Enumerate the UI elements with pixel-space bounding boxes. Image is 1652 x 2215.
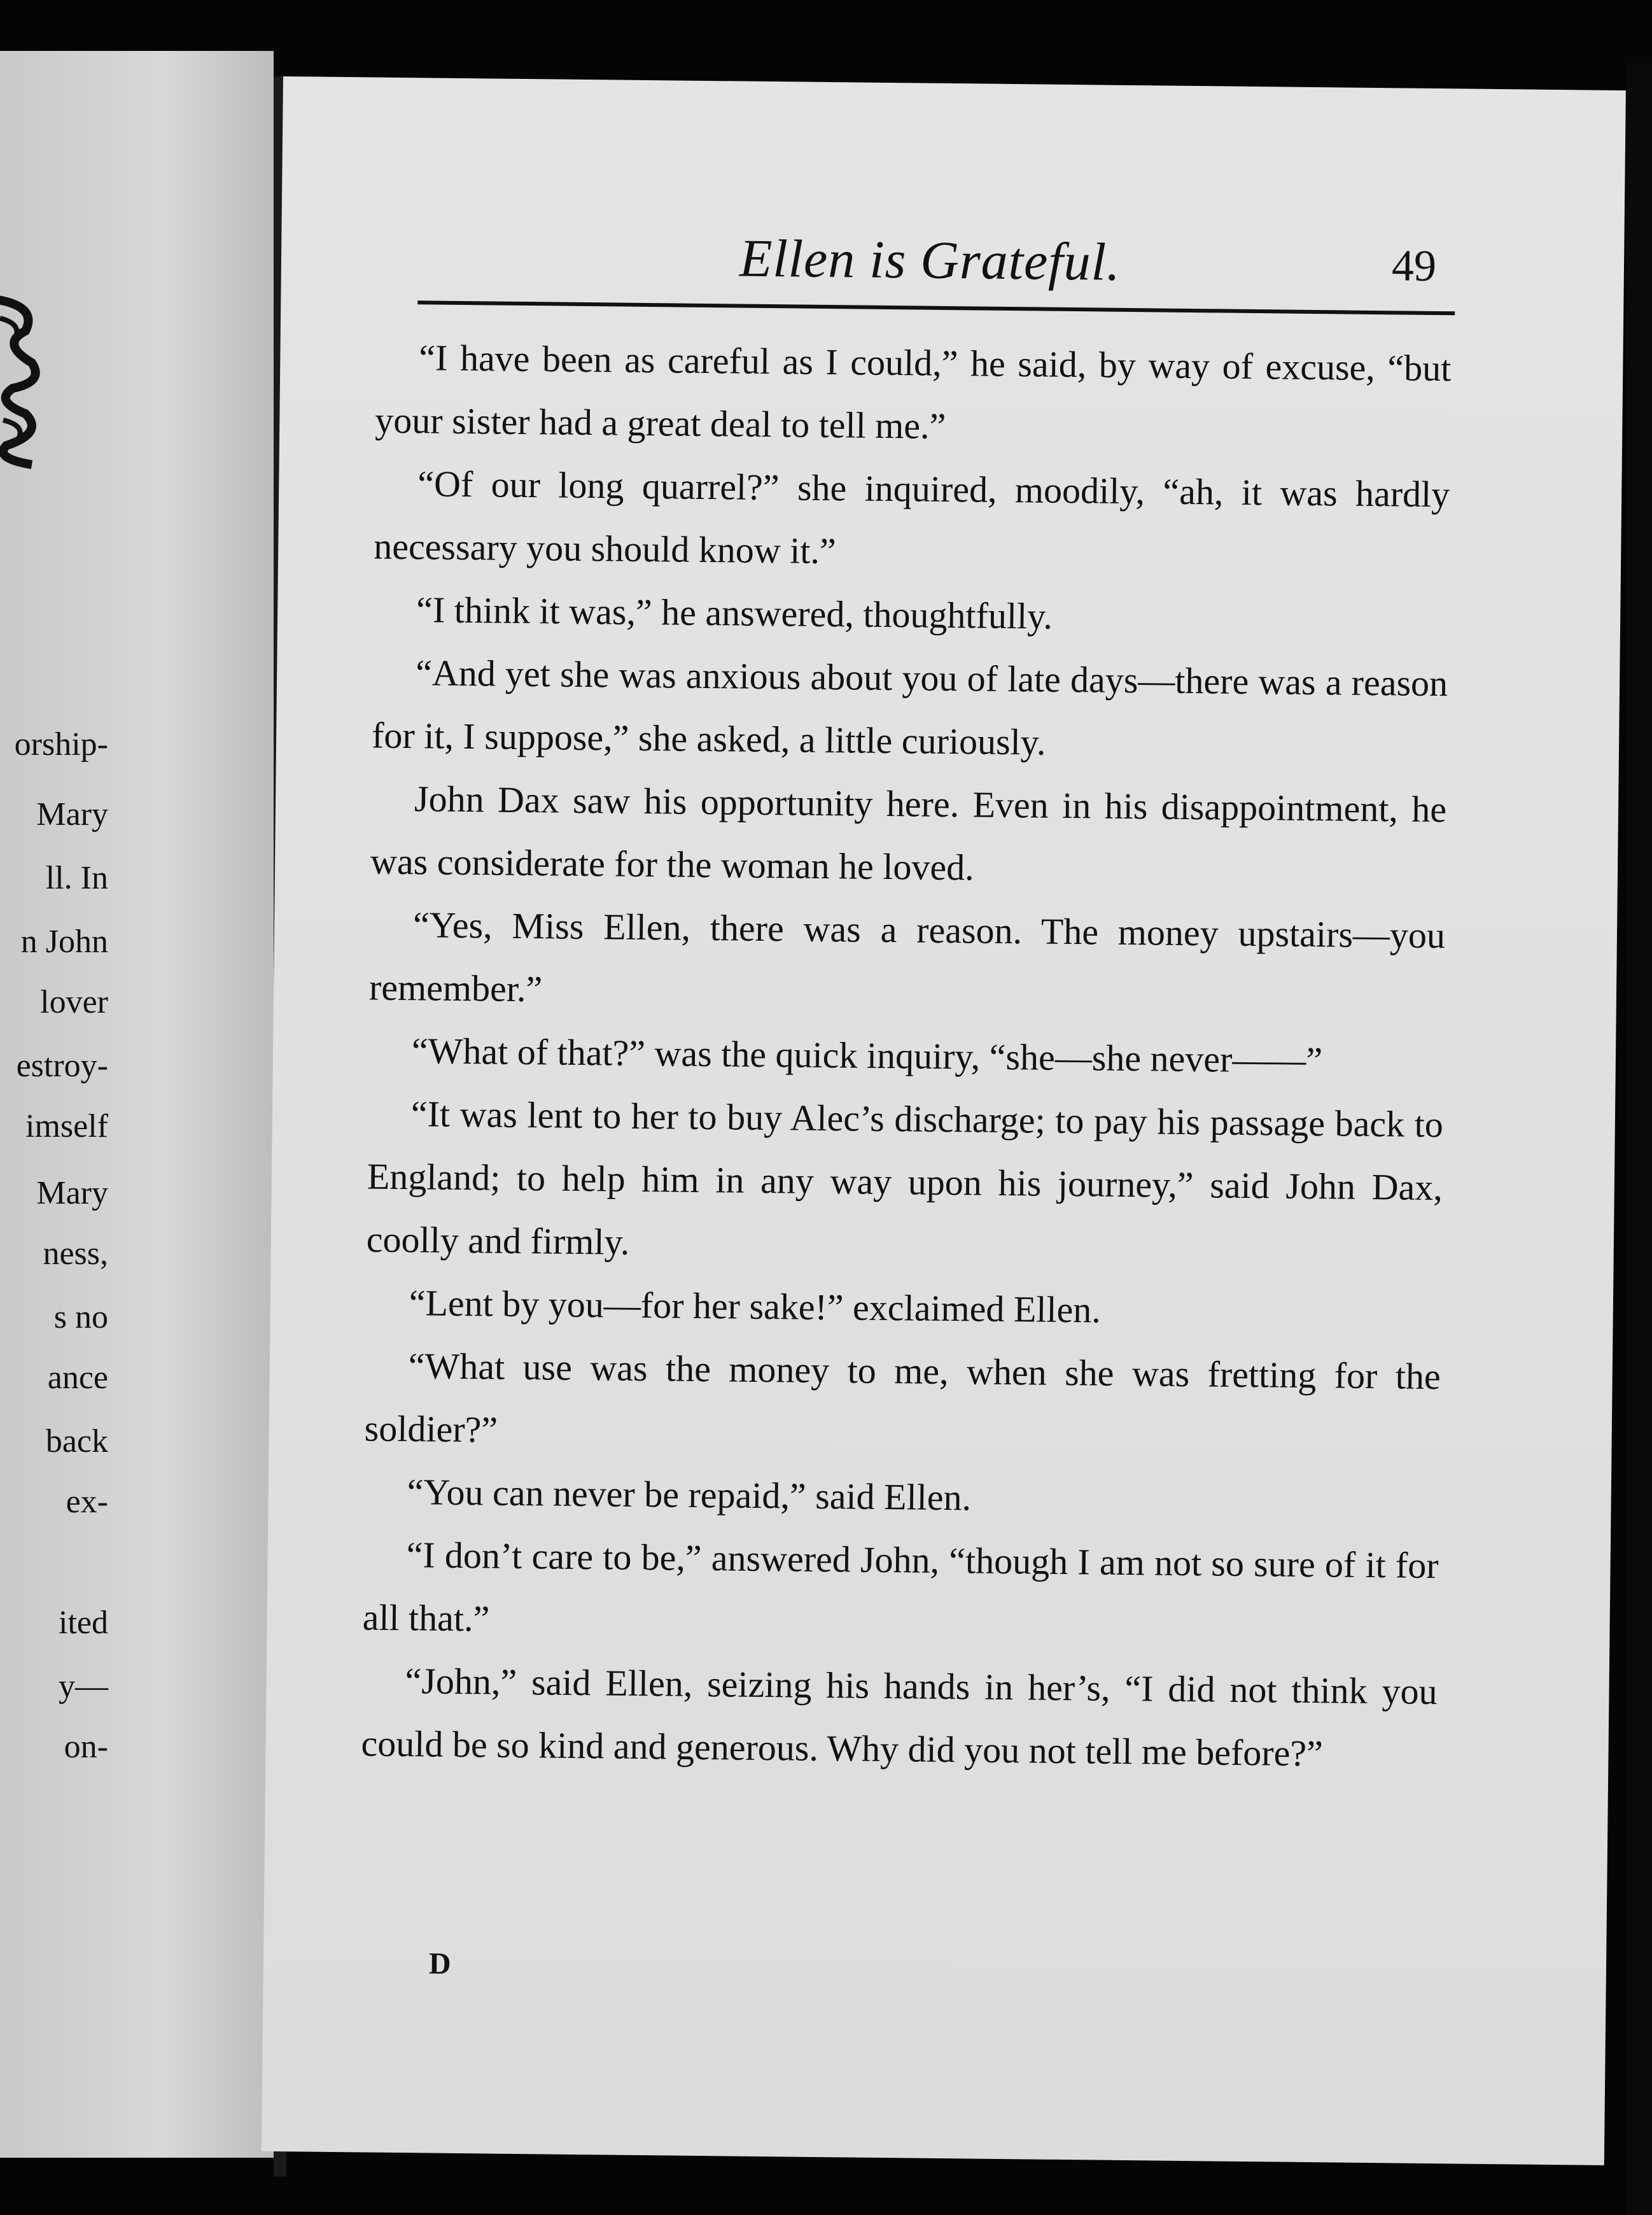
paragraph: “What use was the money to me, when she was fretting for the soldier?” (364, 1345, 1441, 1451)
left-page-line: s no (53, 1299, 108, 1335)
paragraph: “I don’t care to be,” answered John, “though I am not so sure of it for all that.” (362, 1534, 1439, 1640)
paragraph: “And yet she was anxious about you of late days—there was a reason for it, I suppose,” she asked, a little curiously. (371, 652, 1448, 763)
paragraph: “You can never be repaid,” said Ellen. (407, 1471, 972, 1519)
left-page-line: ance (47, 1360, 108, 1396)
left-page-line: back (45, 1423, 108, 1459)
paragraph: “John,” said Ellen, seizing his hands in her’s, “I did not think you could be so kind and generous. Why did you not tell me before?” (361, 1660, 1438, 1775)
left-page-line: estroy- (16, 1048, 108, 1084)
book-page (262, 76, 1626, 2165)
paragraph: “It was lent to her to buy Alec’s discharge; to pay his passage back to England; to help him in any way upon his journey,” said John Dax, coolly and firmly. (366, 1093, 1444, 1263)
left-page-line: imself (25, 1108, 108, 1144)
running-title: Ellen is Grateful. (739, 229, 1121, 292)
ornament-icon (0, 293, 45, 471)
left-page-line: ll. In (45, 860, 108, 896)
paragraph: John Dax saw his opportunity here. Even in his disappointment, he was considerate for the woman he loved. (370, 778, 1447, 889)
scan-border (1626, 64, 1652, 2215)
left-page-line: lover (40, 984, 108, 1020)
paragraph: “I have been as careful as I could,” he said, by way of excuse, “but your sister had a great deal to tell me.” (375, 337, 1452, 447)
page-number: 49 (1391, 241, 1437, 291)
paragraph: “Lent by you—for her sake!” exclaimed Ellen. (409, 1282, 1102, 1331)
paragraph: “Yes, Miss Ellen, there was a reason. The money upstairs—you remember.” (368, 904, 1446, 1010)
left-page-line: on- (64, 1729, 108, 1765)
left-page-line: n John (20, 924, 108, 960)
left-facing-page (0, 51, 274, 2158)
running-head (281, 223, 1624, 313)
left-page-line: ited (59, 1605, 108, 1641)
left-page-line: Mary (36, 796, 108, 833)
body-text (361, 326, 1452, 1787)
left-page-line: y— (59, 1668, 108, 1705)
left-page-line: Mary (36, 1175, 108, 1211)
left-page-line: ness, (43, 1235, 108, 1272)
paragraph: “I think it was,” he answered, thoughtfully. (416, 589, 1053, 637)
left-page-line: orship- (14, 726, 108, 763)
signature-mark: D (428, 1946, 451, 1981)
paragraph: “What of that?” was the quick inquiry, “she—she never——” (411, 1030, 1323, 1081)
paragraph: “Of our long quarrel?” she inquired, moodily, “ah, it was hardly necessary you should know it.” (373, 463, 1450, 572)
left-page-line: ex- (66, 1484, 108, 1520)
